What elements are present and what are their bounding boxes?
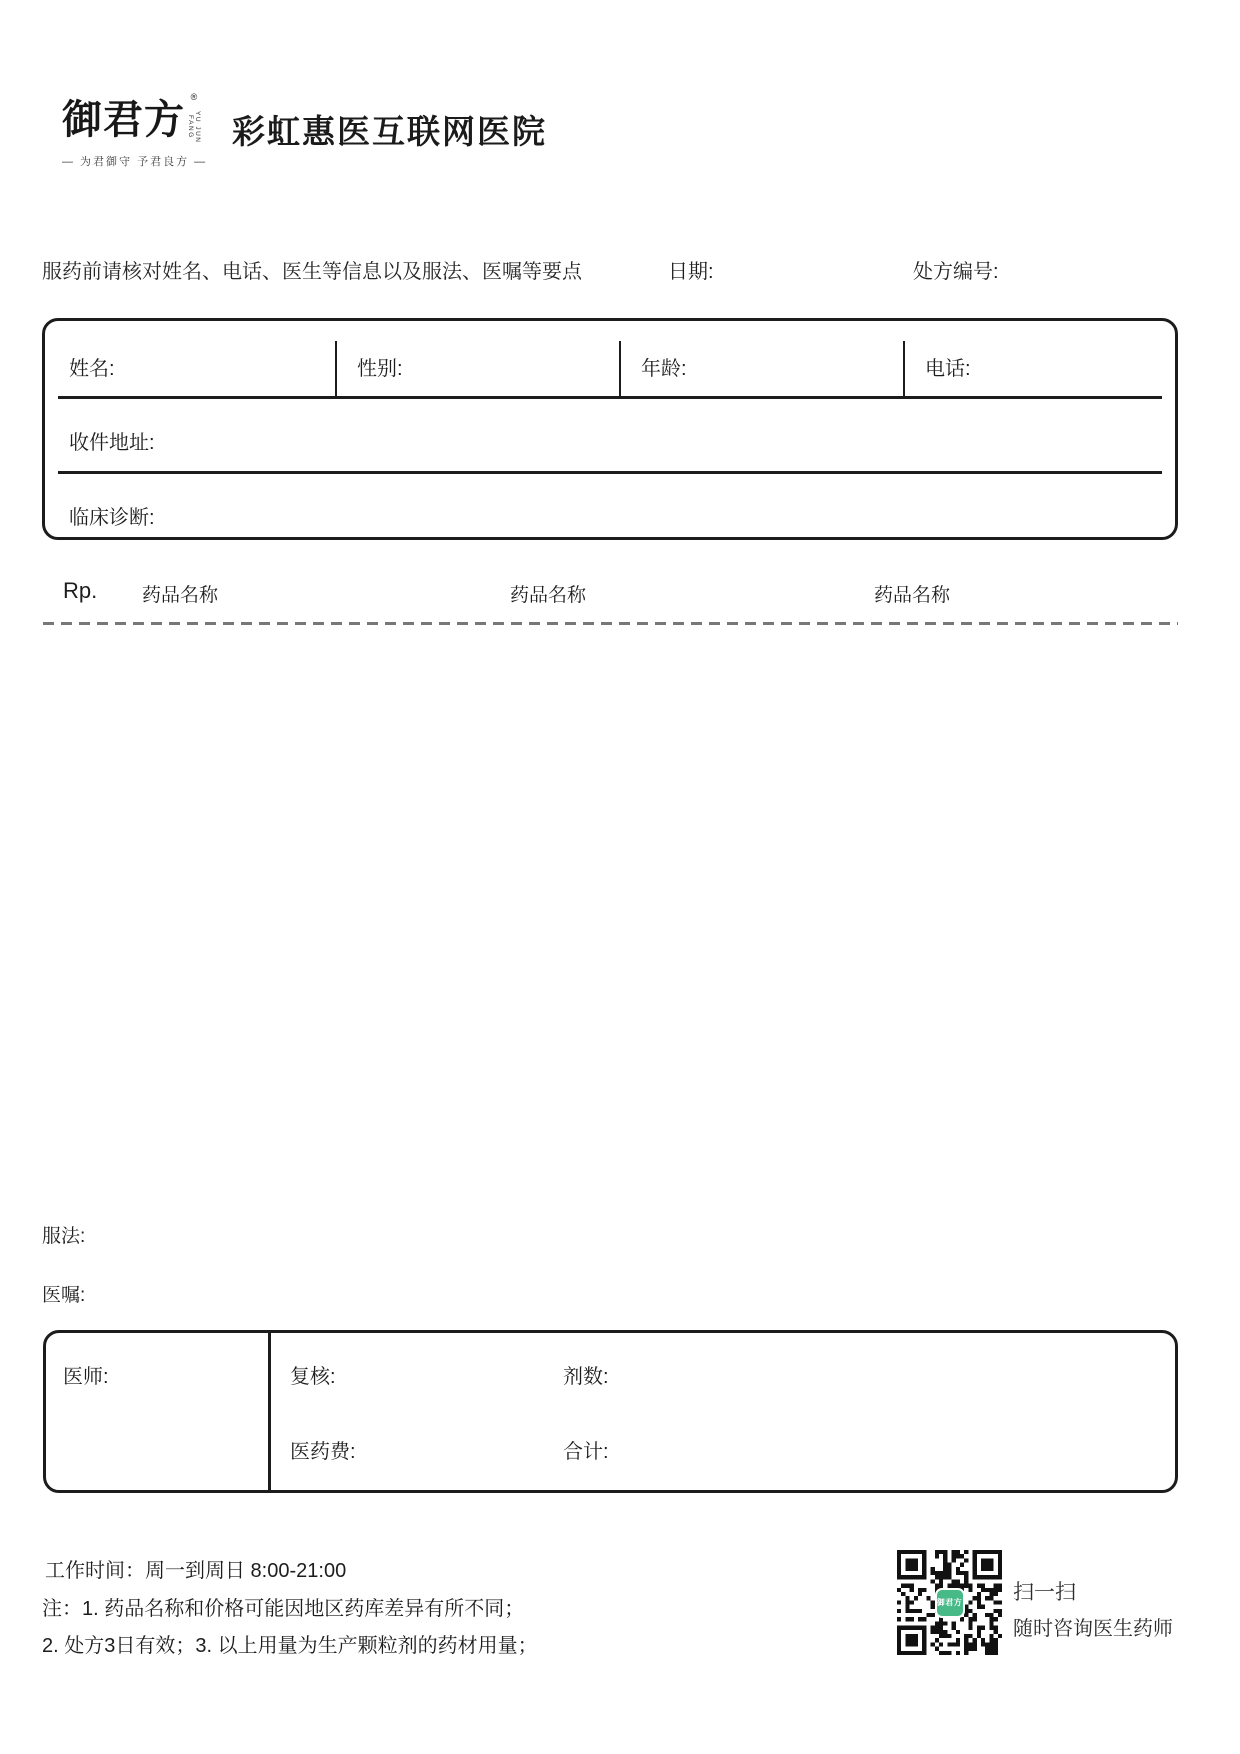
row-separator xyxy=(58,471,1162,474)
diagnosis-field-label: 临床诊断: xyxy=(69,507,155,529)
note-line-1: 注：1. 药品名称和价格可能因地区药库差异有所不同； xyxy=(42,1598,525,1620)
gender-field-label: 性别: xyxy=(357,358,403,380)
patient-info-box xyxy=(42,318,1178,540)
dose-count-field-label: 剂数: xyxy=(563,1366,609,1388)
age-field-label: 年龄: xyxy=(641,358,687,380)
review-field-label: 复核: xyxy=(290,1366,336,1388)
field-divider xyxy=(619,341,621,399)
rp-label: Rp. xyxy=(63,578,98,603)
drug-name-header: 药品名称 xyxy=(874,585,951,606)
date-field-label: 日期: xyxy=(668,261,714,283)
field-divider xyxy=(335,341,337,399)
note-line-2: 2. 处方3日有效；3. 以上用量为生产颗粒剂的药材用量； xyxy=(42,1635,538,1657)
scan-hint-title: 扫一扫 xyxy=(1013,1581,1076,1604)
signature-box-divider xyxy=(268,1333,271,1490)
drug-name-header: 药品名称 xyxy=(142,585,219,606)
signature-box xyxy=(43,1330,1178,1493)
hospital-title: 彩虹惠医互联网医院 xyxy=(232,113,547,150)
brand-tagline: — 为君御守 予君良方 — xyxy=(62,156,208,168)
dashed-separator xyxy=(43,622,1178,625)
medicine-fee-field-label: 医药费: xyxy=(290,1441,356,1463)
doctor-field-label: 医师: xyxy=(63,1366,109,1388)
registered-trademark-icon: ® xyxy=(190,92,198,102)
address-field-label: 收件地址: xyxy=(69,432,155,454)
drug-name-header: 药品名称 xyxy=(510,585,587,606)
qr-center-logo: 御君方 xyxy=(935,1588,965,1618)
name-field-label: 姓名: xyxy=(69,358,115,380)
brand-logo-text: 御君方 xyxy=(62,96,185,143)
rx-number-field-label: 处方编号: xyxy=(913,261,999,283)
work-hours-text: 工作时间：周一到周日 8:00-21:00 xyxy=(45,1560,347,1582)
usage-field-label: 服法: xyxy=(42,1226,86,1247)
field-divider xyxy=(903,341,905,399)
advice-field-label: 医嘱: xyxy=(42,1285,86,1306)
brand-logo-vertical-text: YU JUN FANG xyxy=(187,110,201,144)
phone-field-label: 电话: xyxy=(925,358,971,380)
total-field-label: 合计: xyxy=(563,1441,609,1463)
row-separator xyxy=(58,396,1162,399)
qr-code xyxy=(897,1550,1002,1655)
brand-logo xyxy=(62,92,232,169)
verification-notice: 服药前请核对姓名、电话、医生等信息以及服法、医嘱等要点 xyxy=(42,261,582,283)
scan-hint-subtitle: 随时咨询医生药师 xyxy=(1013,1618,1173,1640)
